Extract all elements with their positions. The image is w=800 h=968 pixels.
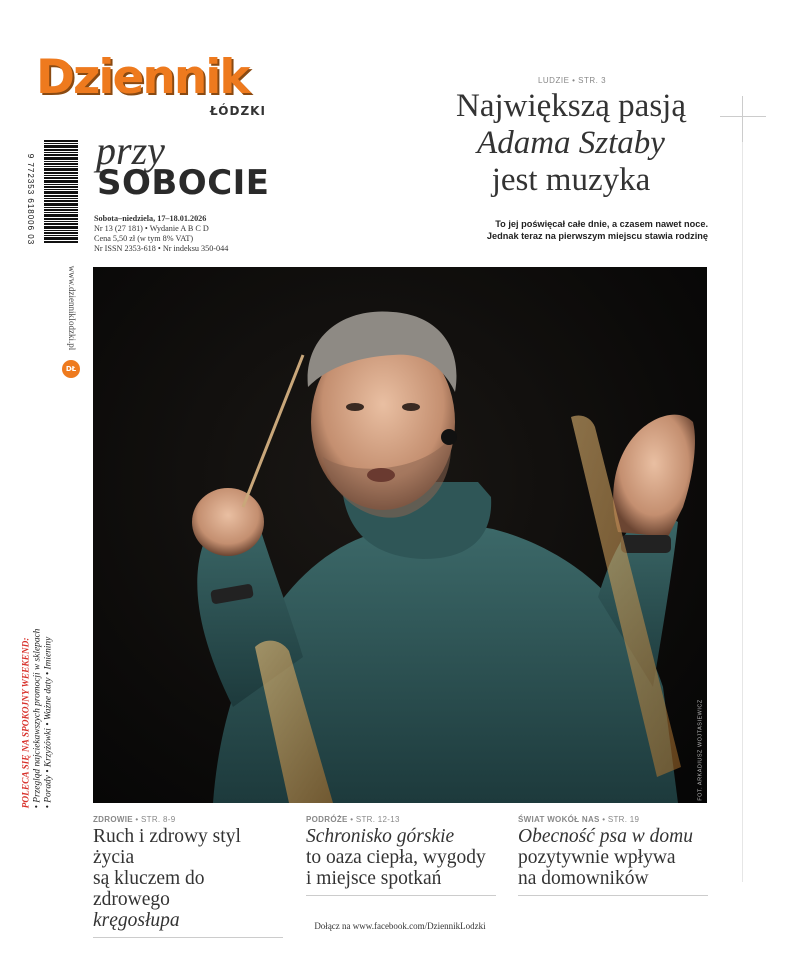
- promo-heading: POLECA SIĘ NA SPOKOJNY WEEKEND:: [21, 636, 32, 808]
- teaser-world[interactable]: [518, 815, 708, 896]
- lead-headline-line: Największą pasją: [456, 88, 686, 124]
- lead-headline-line: jest muzyka: [491, 162, 651, 198]
- lead-headline[interactable]: [436, 88, 706, 199]
- crop-mark: [720, 116, 766, 117]
- teaser-rule: [306, 895, 496, 896]
- conductor-illustration: [93, 267, 707, 803]
- photo-credit: FOT. ARKADIUSZ WOJTASIEWICZ: [698, 699, 704, 801]
- teaser-title-line: kręgosłupa: [93, 910, 180, 931]
- teaser-page: • STR. 12-13: [350, 815, 400, 824]
- supplement-title-bottom: SOBOCIE: [97, 163, 270, 203]
- teaser-section: ŚWIAT WOKÓŁ NAS: [518, 815, 600, 824]
- teaser-title-line: Obecność psa w domu: [518, 826, 693, 847]
- teaser-title-line: Ruch i zdrowy styl życia: [93, 826, 241, 868]
- website-url: www.dziennikIodzki.pl: [67, 265, 77, 351]
- crop-mark: [742, 96, 743, 142]
- barcode-digits: 9 772353 618006 03: [26, 153, 36, 245]
- edition-info: [94, 214, 294, 254]
- lead-lede: To jej poświęcał całe dnie, a czasem nawet noce. Jednak teraz na pierwszym miejscu stawia rodzinę: [486, 219, 708, 241]
- margin-rule: [742, 142, 743, 882]
- website-url-wrap: [52, 262, 92, 354]
- promo-line: • Przegląd najciekawszych promocji w sklepach: [32, 628, 43, 808]
- dl-badge-icon: DŁ: [62, 360, 80, 378]
- masthead-logo-subtitle: ŁÓDZKI: [210, 104, 266, 118]
- edition-issn: Nr ISSN 2353-618 • Nr indeksu 350-044: [94, 244, 229, 253]
- teaser-title-line: są kluczem do zdrowego: [93, 868, 205, 910]
- teaser-rule: [518, 895, 708, 896]
- footer-social-link[interactable]: Dołącz na www.facebook.com/DziennikLodzki: [314, 921, 486, 931]
- teaser-health[interactable]: [93, 815, 283, 938]
- barcode: [44, 140, 78, 258]
- teaser-rule: [93, 937, 283, 938]
- teaser-title-line: i miejsce spotkań: [306, 868, 442, 889]
- edition-issue: Nr 13 (27 181) • Wydanie A B C D: [94, 224, 209, 233]
- cover-photo[interactable]: [93, 267, 707, 803]
- promo-line: • Porady • Krzyżówki • Ważne daty • Imieniny: [43, 636, 54, 808]
- teaser-title-line: to oaza ciepła, wygody: [306, 847, 486, 868]
- edition-date: Sobota–niedziela, 17–18.01.2026: [94, 214, 207, 223]
- masthead-logo: Dziennik: [36, 50, 249, 105]
- edition-price: Cena 5,50 zł (w tym 8% VAT): [94, 234, 194, 243]
- teaser-section: PODRÓŻE: [306, 815, 348, 824]
- teaser-title-line: Schronisko górskie: [306, 826, 455, 847]
- lead-headline-line: Adama Sztaby: [477, 125, 665, 161]
- teaser-page: • STR. 19: [602, 815, 640, 824]
- teaser-title-line: na domowników: [518, 868, 649, 889]
- teaser-section: ZDROWIE: [93, 815, 133, 824]
- photo-credit-wrap: [694, 700, 708, 800]
- supplement-title-top: przy: [96, 128, 165, 173]
- lead-kicker: LUDZIE • STR. 3: [537, 76, 607, 85]
- teaser-page: • STR. 8-9: [135, 815, 176, 824]
- teaser-title-line: pozytywnie wpływa: [518, 847, 676, 868]
- teaser-travel[interactable]: [306, 815, 496, 896]
